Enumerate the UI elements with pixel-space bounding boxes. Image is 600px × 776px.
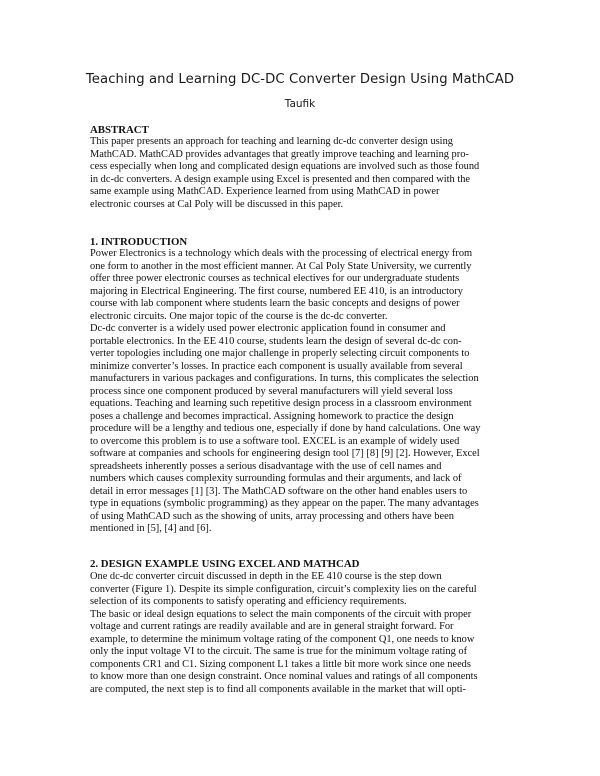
intro-line: majoring in Electrical Engineering. The first course, numbered EE 410, is an introductory (90, 285, 463, 297)
abstract-body (90, 136, 516, 211)
design-line: One dc-dc converter circuit discussed in depth in the EE 410 course is the step down (90, 571, 442, 582)
design-line: to know more than one design constraint. Once nominal values and ratings of all components (90, 671, 478, 682)
abstract-line: This paper presents an approach for teaching and learning dc-dc converter design using (90, 136, 453, 147)
abstract-heading: ABSTRACT (90, 124, 149, 136)
intro-line: procedure will be a lengthy and tedious one, especially if done by hand calculations. One way (90, 423, 481, 434)
introduction-body (90, 248, 516, 536)
intro-line: poses a challenge and becomes impractical. Assigning homework to practice the design (90, 410, 454, 422)
intro-line: process since one component produced by several manufacturers will yield several loss (90, 385, 453, 397)
intro-line: verter topologies including one major challenge in properly selecting circuit components to (90, 348, 470, 359)
abstract-line: electronic courses at Cal Poly will be discussed in this paper. (90, 198, 344, 210)
design-line: The basic or ideal design equations to select the main components of the circuit with proper (90, 608, 472, 620)
intro-line: offer three power electronic courses as technical electives for our undergraduate students (90, 273, 460, 284)
design-line: selection of its components to satisfy operating and efficiency requirements. (90, 596, 407, 607)
design-line: voltage and current ratings are readily available and are in general straight forward. For (90, 621, 454, 632)
intro-line: electronic circuits. One major topic of the course is the dc-dc converter. (90, 310, 388, 322)
intro-line: software at companies and schools for engineering design tool [7] [8] [9] [2]. However, Excel (90, 448, 480, 459)
design-line: example, to determine the minimum voltage rating of the component Q1, one needs to know (90, 633, 475, 645)
intro-line: mentioned in [5], [4] and [6]. (90, 523, 212, 534)
intro-line: Power Electronics is a technology which deals with the processing of electrical energy from (90, 248, 473, 259)
abstract-line: MathCAD. MathCAD provides advantages that greatly improve teaching and learning pro- (90, 148, 469, 160)
paper-author: Taufik (284, 98, 316, 110)
introduction-heading: 1. INTRODUCTION (90, 236, 188, 248)
intro-line: spreadsheets inherently posses a serious disadvantage with the use of cell names and (90, 460, 442, 472)
design-line: converter (Figure 1). Despite its simple configuration, circuit’s complexity lies on the careful (90, 583, 477, 595)
intro-line: detail in error messages [1] [3]. The MathCAD software on the other hand enables users to (90, 485, 468, 497)
intro-line: numbers which causes complexity surrounding formulas and their arguments, and lack of (90, 473, 462, 484)
intro-line: equations. Teaching and learning such repetitive design process in a classroom environment (90, 398, 472, 409)
design-line: components CR1 and C1. Sizing component L1 takes a little bit more work since one needs (90, 658, 471, 670)
intro-line: portable electronics. In the EE 410 course, students learn the design of several dc-dc con- (90, 335, 462, 347)
abstract-line: cess especially when long and complicated design equations are involved such as those found (90, 161, 480, 172)
paper-title: Teaching and Learning DC-DC Converter Design Using MathCAD (85, 72, 515, 87)
intro-line: course with lab component where students learn the basic concepts and designs of power (90, 298, 460, 309)
intro-line: of using MathCAD such as the showing of units, array processing and others have been (90, 510, 454, 522)
design-line: only the input voltage VI to the circuit. The same is true for the minimum voltage rating of (90, 646, 468, 657)
design-line: are computed, the next step is to find all components available in the market that will opti- (90, 683, 466, 695)
intro-line: minimize converter’s losses. In practice each component is usually available from several (90, 360, 463, 372)
design-example-body (90, 571, 516, 696)
abstract-line: same example using MathCAD. Experience learned from using MathCAD in power (90, 186, 440, 197)
intro-line: to overcome this problem is to use a software tool. EXCEL is an example of widely used (90, 435, 460, 447)
abstract-line: in dc-dc converters. A design example using Excel is presented and then compared with the (90, 173, 471, 185)
intro-line: manufacturers in various packages and configurations. In turns, this complicates the selection (90, 373, 479, 384)
intro-line: type in equations (symbolic programming) as they appear on the paper. The many advantages (90, 498, 479, 509)
intro-line: one form to another in the most efficient manner. At Cal Poly State University, we currently (90, 260, 472, 272)
design-example-heading: 2. DESIGN EXAMPLE USING EXCEL AND MATHCAD (90, 558, 360, 570)
intro-line: Dc-dc converter is a widely used power electronic application found in consumer and (90, 323, 446, 334)
